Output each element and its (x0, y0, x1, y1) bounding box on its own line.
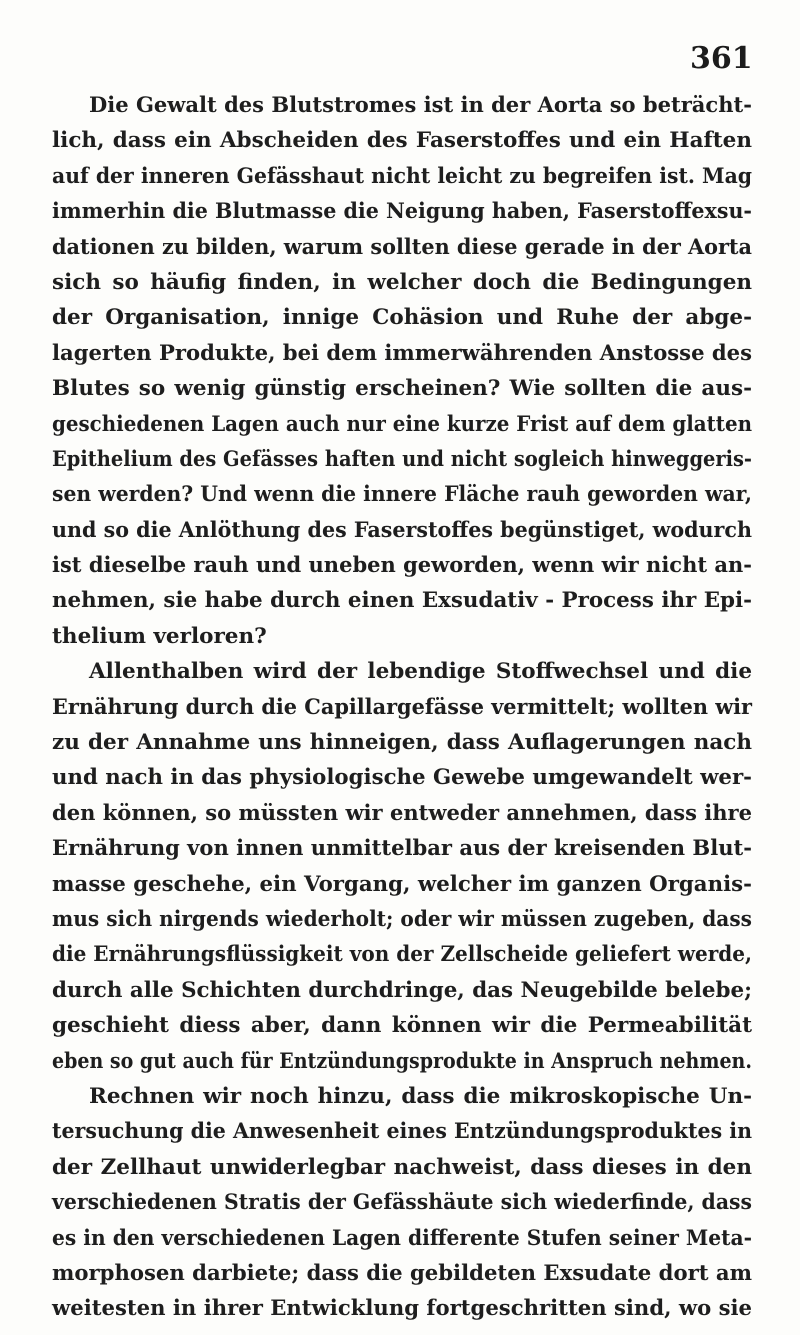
text-line: es in den verschiedenen Lagen differente Stufen seiner Meta- (52, 1225, 752, 1251)
text-line: Rechnen wir noch hinzu, dass die mikroskopische Un- (89, 1083, 752, 1109)
text-line: Allenthalben wird der lebendige Stoffwechsel und die (89, 659, 752, 685)
text-line: mus sich nirgends wiederholt; oder wir müssen zugeben, dass (52, 906, 752, 932)
text-line: Ernährung durch die Capillargefässe vermittelt; wollten wir (52, 694, 752, 720)
text-line: weitesten in ihrer Entwicklung fortgeschritten sind, wo sie (52, 1296, 752, 1322)
text-line: der Organisation, innige Cohäsion und Ruhe der abge- (52, 305, 752, 331)
text-line: thelium verloren? (52, 623, 267, 649)
text-line: lich, dass ein Abscheiden des Faserstoffes und ein Haften (52, 128, 752, 154)
page-number: 361 (690, 41, 753, 76)
text-line: nehmen, sie habe durch einen Exsudativ - Process ihr Epi- (52, 588, 752, 614)
text-line: den können, so müssten wir entweder annehmen, dass ihre (52, 800, 752, 826)
text-line: dationen zu bilden, warum sollten diese gerade in der Aorta (52, 234, 752, 260)
text-line: Ernährung von innen unmittelbar aus der kreisenden Blut- (52, 836, 752, 862)
text-line: zu der Annahme uns hinneigen, dass Auflagerungen nach (52, 730, 752, 756)
text-line: auf der inneren Gefässhaut nicht leicht zu begreifen ist. Mag (52, 163, 752, 189)
body-text (52, 88, 752, 1327)
text-line: Epithelium des Gefässes haften und nicht sogleich hinweggeris- (52, 446, 752, 472)
text-line: tersuchung die Anwesenheit eines Entzündungsproduktes in (52, 1119, 752, 1145)
text-line: lagerten Produkte, bei dem immerwährenden Anstosse des (52, 340, 752, 366)
text-line: geschiedenen Lagen auch nur eine kurze Frist auf dem glatten (52, 411, 752, 437)
text-line: Blutes so wenig günstig erscheinen? Wie sollten die aus- (52, 376, 752, 402)
text-line: und so die Anlöthung des Faserstoffes begünstiget, wodurch (52, 517, 752, 543)
text-line: sich so häufig finden, in welcher doch die Bedingungen (52, 269, 752, 295)
text-line: ist dieselbe rauh und uneben geworden, wenn wir nicht an- (52, 553, 752, 579)
text-line: verschiedenen Stratis der Gefässhäute sich wiederfinde, dass (52, 1190, 752, 1216)
text-line: geschieht diess aber, dann können wir die Permeabilität (52, 1013, 752, 1039)
text-line: Die Gewalt des Blutstromes ist in der Aorta so beträcht- (89, 93, 752, 118)
text-line: morphosen darbiete; dass die gebildeten Exsudate dort am (52, 1260, 752, 1286)
text-line: eben so gut auch für Entzündungsprodukte in Anspruch nehmen. (52, 1048, 752, 1074)
text-line: masse geschehe, ein Vorgang, welcher im ganzen Organis- (52, 871, 752, 897)
text-line: der Zellhaut unwiderlegbar nachweist, dass dieses in den (52, 1154, 752, 1180)
text-line: immerhin die Blutmasse die Neigung haben, Faserstoffexsu- (52, 199, 752, 225)
text-line: sen werden? Und wenn die innere Fläche rauh geworden war, (52, 482, 752, 508)
text-line: die Ernährungsflüssigkeit von der Zellscheide geliefert werde, (52, 942, 752, 968)
text-line: und nach in das physiologische Gewebe umgewandelt wer- (52, 765, 752, 791)
text-line: durch alle Schichten durchdringe, das Neugebilde belebe; (52, 977, 752, 1003)
